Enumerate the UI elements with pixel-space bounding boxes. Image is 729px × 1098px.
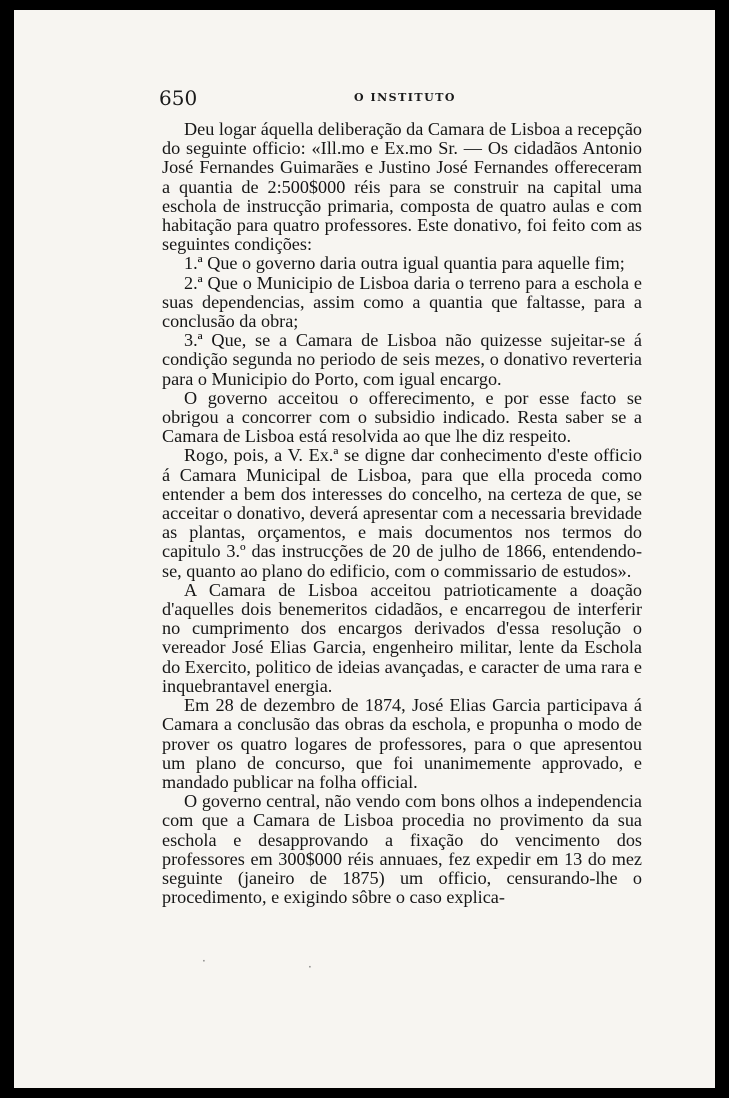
paragraph-condition-1: 1.ª Que o governo daria outra igual quantia para aquelle fim; — [184, 253, 625, 274]
paper-speck: · — [308, 960, 312, 974]
paper-speck: · — [202, 954, 206, 968]
body-text — [162, 120, 642, 907]
paragraph-condition-2: 2.ª Que o Municipio de Lisboa daria o terreno para a eschola e suas dependencias, assim como a quantia que faltasse, para a conclusão da obra; — [162, 272, 642, 332]
paragraph-central-government: O governo central, não vendo com bons olhos a independencia com que a Camara de Lisboa procedia no provimento da sua eschola e desapprovando a fixação do vencimento dos professores em 300$000 réis annuaes, fez expedir em 13 do mez seguinte (janeiro de 1875) um officio, censurando-lhe o procedimento, e exigindo sôbre o caso explica- — [162, 791, 642, 908]
paragraph-intro: Deu logar áquella deliberação da Camara de Lisboa a recepção do seguinte officio: «Ill.mo e Ex.mo Sr. — Os cidadãos Antonio José Fernandes Guimarães e Justino José Fernandes offereceram a quantia de 2:500$000 réis para se construir na capital uma eschola de instrucção primaria, composta de quatro aulas e com habitação para quatro professores. Este donativo, foi feito com as seguintes condições: — [162, 119, 642, 255]
page-number: 650 — [159, 86, 198, 110]
paragraph-acceptance: A Camara de Lisboa acceitou patrioticamente a doação d'aquelles dois benemeritos cidadãos, e encarregou de interferir no cumprimento dos encargos derivados d'essa resolução o vereador José Elias Garcia, engenheiro militar, lente da Eschola do Exercito, politico de ideias avançadas, e caracter de uma rara e inquebrantavel energia. — [162, 579, 642, 696]
page-header — [159, 86, 651, 112]
paragraph-request: Rogo, pois, a V. Ex.ª se digne dar conhecimento d'este officio á Camara Municipal de Lisboa, para que ella proceda como entender a bem dos interesses do concelho, na certeza de que, se acceitar o donativo, deverá apresentar com a necessaria brevidade as plantas, orçamentos, e mais documentos nos termos do capitulo 3.º das instrucções de 20 de julho de 1866, entendendo-se, quanto ao plano do edificio, com o commissario de estudos». — [162, 445, 642, 581]
paragraph-government: O governo acceitou o offerecimento, e por esse facto se obrigou a concorrer com o subsidio indicado. Resta saber se a Camara de Lisboa está resolvida ao que lhe diz respeito. — [162, 387, 642, 447]
running-title: O INSTITUTO — [354, 91, 456, 104]
paragraph-condition-3: 3.ª Que, se a Camara de Lisboa não quizesse sujeitar-se á condição segunda no periodo de seis mezes, o donativo reverteria para o Municipio do Porto, com igual encargo. — [162, 330, 642, 389]
paragraph-conclusion-works: Em 28 de dezembro de 1874, José Elias Garcia participava á Camara a conclusão das obras da eschola, e propunha o modo de prover os quatro logares de professores, para o que apresentou um plano de concurso, que foi unanimemente approvado, e mandado publicar na folha official. — [162, 695, 642, 792]
book-page — [14, 10, 715, 1088]
